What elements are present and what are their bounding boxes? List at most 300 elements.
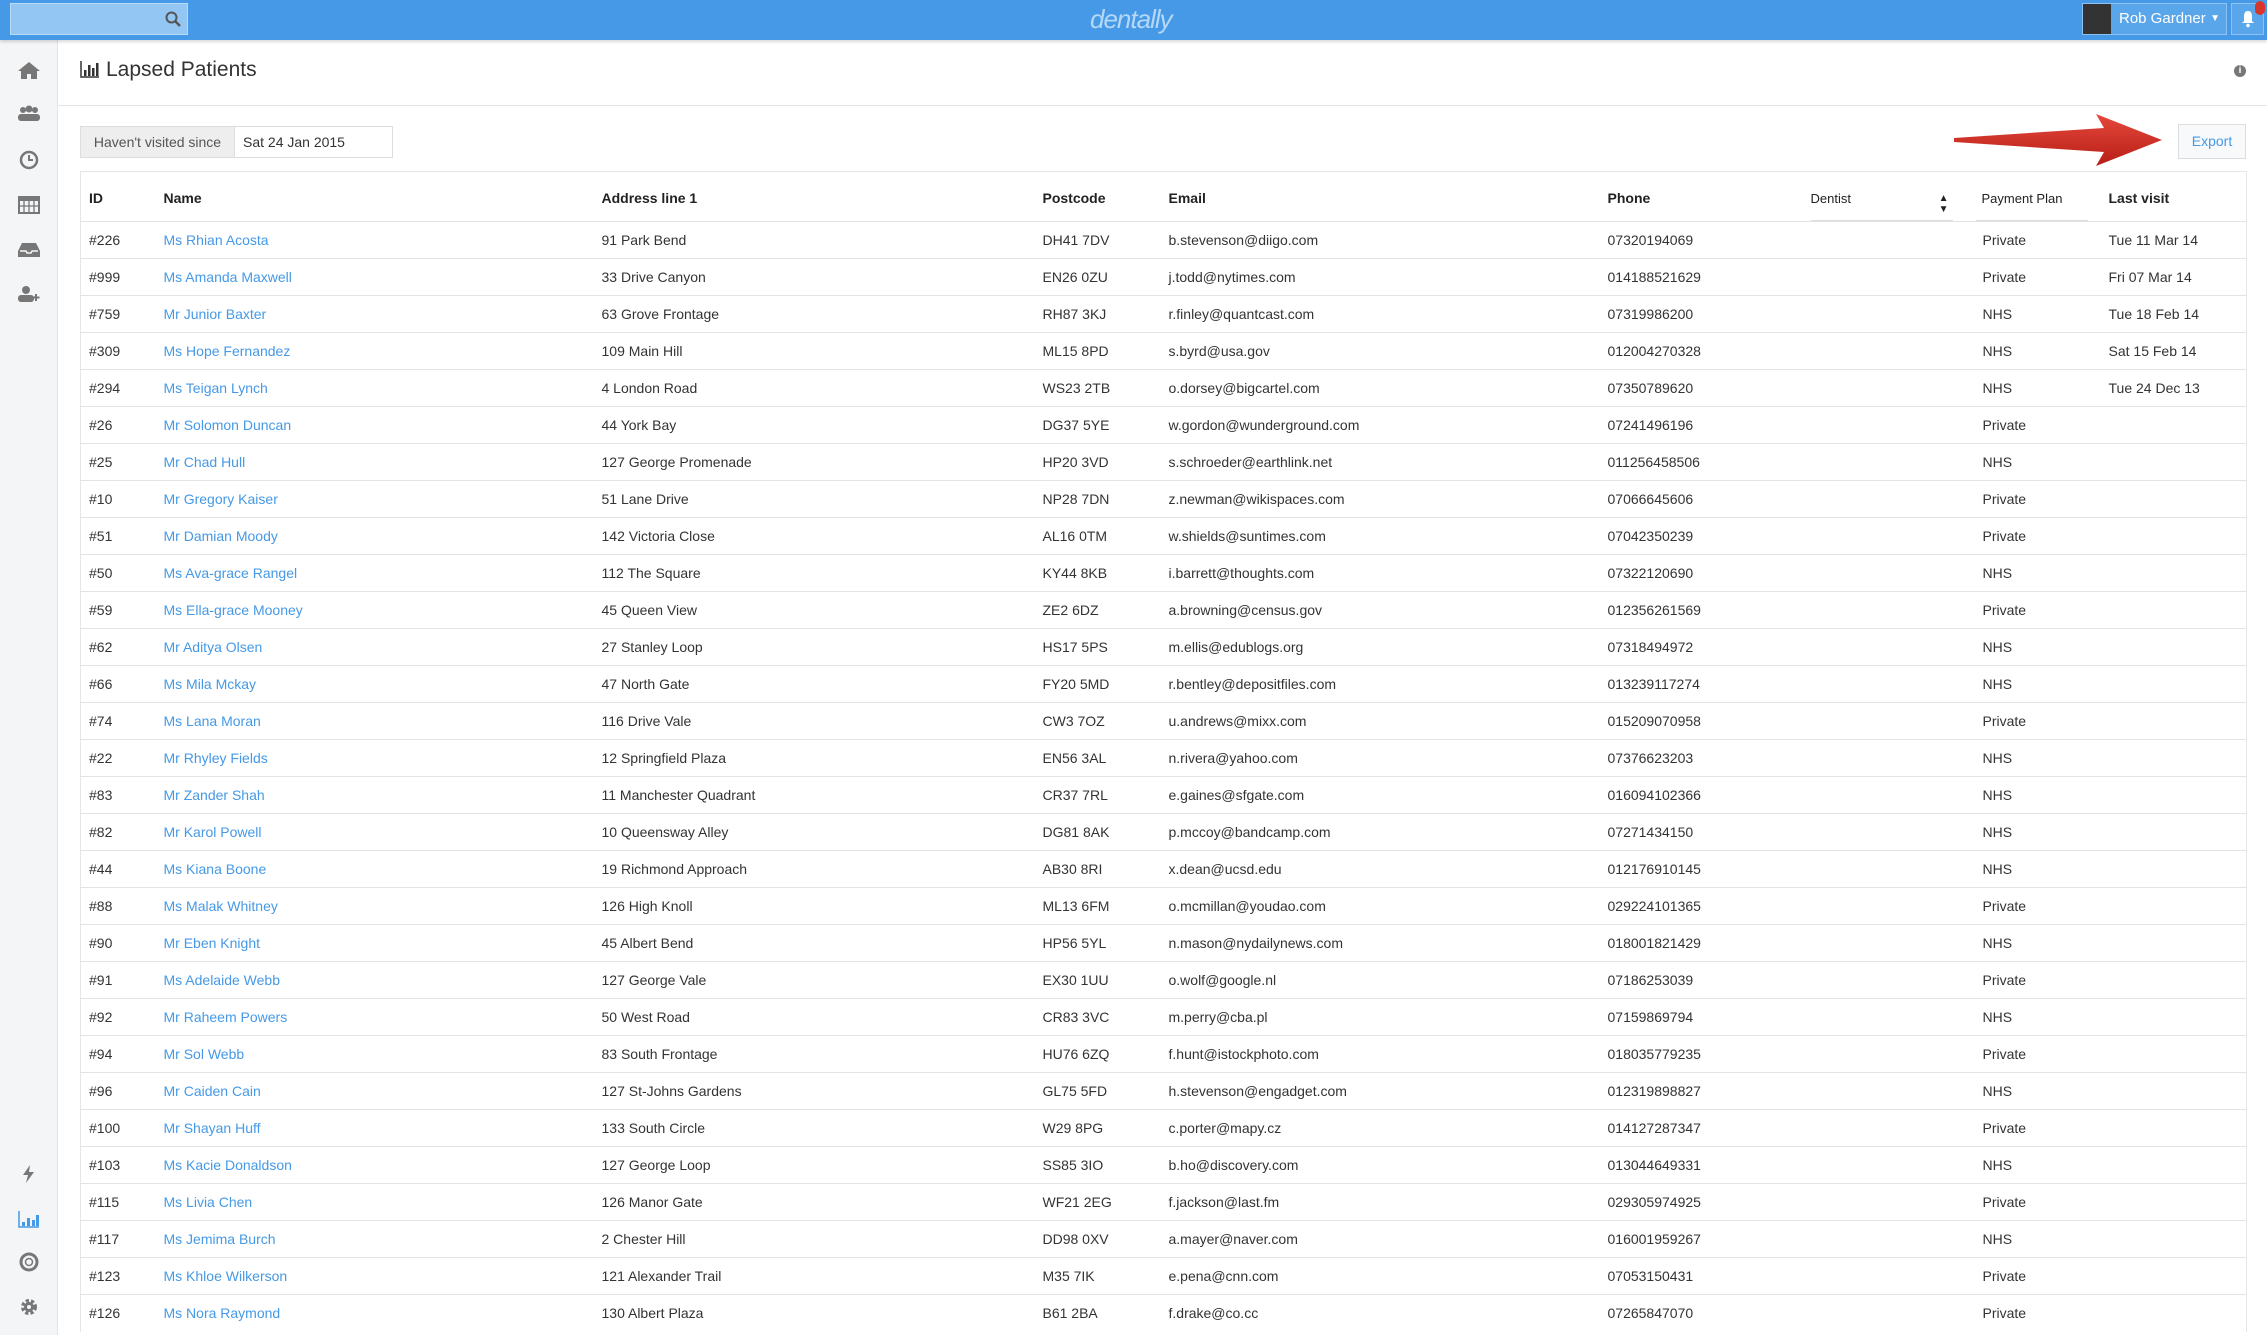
cell-name[interactable]: Ms Ella-grace Mooney <box>156 592 594 629</box>
cell-phone: 07159869794 <box>1600 999 1811 1036</box>
red-arrow-annotation <box>1954 114 2164 166</box>
cell-postcode: EN26 0ZU <box>1035 259 1161 296</box>
cell-postcode: HS17 5PS <box>1035 629 1161 666</box>
search-input[interactable] <box>10 3 188 35</box>
cell-email: m.perry@cba.pl <box>1161 999 1600 1036</box>
cell-email: u.andrews@mixx.com <box>1161 703 1600 740</box>
header-id[interactable]: ID <box>89 190 103 206</box>
cell-email: b.stevenson@diigo.com <box>1161 222 1600 259</box>
cell-email: a.browning@census.gov <box>1161 592 1600 629</box>
cell-last-visit <box>2101 1221 2247 1258</box>
cell-name[interactable]: Mr Aditya Olsen <box>156 629 594 666</box>
cell-address: 45 Albert Bend <box>594 925 1035 962</box>
cell-name[interactable]: Ms Kacie Donaldson <box>156 1147 594 1184</box>
dentist-select[interactable] <box>1811 191 1953 221</box>
cell-address: 133 South Circle <box>594 1110 1035 1147</box>
table-row[interactable] <box>81 703 2247 740</box>
table-row[interactable] <box>81 777 2247 814</box>
cell-postcode: DH41 7DV <box>1035 222 1161 259</box>
cell-name[interactable]: Ms Teigan Lynch <box>156 370 594 407</box>
cell-postcode: EN56 3AL <box>1035 740 1161 777</box>
cell-last-visit <box>2101 1295 2247 1332</box>
cell-id: #83 <box>81 777 156 814</box>
cell-postcode: CR37 7RL <box>1035 777 1161 814</box>
cell-dentist <box>1811 1110 1976 1147</box>
cell-phone: 014188521629 <box>1600 259 1811 296</box>
avatar <box>2083 4 2111 34</box>
cell-phone: 07319986200 <box>1600 296 1811 333</box>
table-row[interactable] <box>81 333 2247 370</box>
cell-name[interactable]: Mr Zander Shah <box>156 777 594 814</box>
cell-phone: 07320194069 <box>1600 222 1811 259</box>
dentist-filter-cell <box>1811 172 1976 222</box>
cell-dentist <box>1811 370 1976 407</box>
cell-address: 12 Springfield Plaza <box>594 740 1035 777</box>
cell-name[interactable]: Mr Damian Moody <box>156 518 594 555</box>
header-address[interactable]: Address line 1 <box>601 190 698 206</box>
cell-postcode: SS85 3IO <box>1035 1147 1161 1184</box>
cell-phone: 07322120690 <box>1600 555 1811 592</box>
info-icon[interactable]: i <box>2234 65 2246 77</box>
cell-postcode: ML15 8PD <box>1035 333 1161 370</box>
cell-address: 130 Albert Plaza <box>594 1295 1035 1332</box>
cell-id: #50 <box>81 555 156 592</box>
table-row[interactable] <box>81 444 2247 481</box>
cell-address: 91 Park Bend <box>594 222 1035 259</box>
cell-name[interactable]: Ms Malak Whitney <box>156 888 594 925</box>
cell-email: b.ho@discovery.com <box>1161 1147 1600 1184</box>
user-menu-button[interactable] <box>2082 3 2227 35</box>
date-input[interactable]: Sat 24 Jan 2015 <box>243 134 345 150</box>
cell-postcode: CR83 3VC <box>1035 999 1161 1036</box>
table-row[interactable] <box>81 1036 2247 1073</box>
cell-id: #66 <box>81 666 156 703</box>
header-name[interactable]: Name <box>163 190 202 206</box>
cell-email: o.dorsey@bigcartel.com <box>1161 370 1600 407</box>
header-last-visit[interactable]: Last visit <box>2108 190 2170 206</box>
cell-postcode: W29 8PG <box>1035 1110 1161 1147</box>
clock-icon[interactable] <box>17 150 41 170</box>
cell-phone: 018035779235 <box>1600 1036 1811 1073</box>
notifications-button[interactable] <box>2231 3 2264 35</box>
cell-dentist <box>1811 444 1976 481</box>
cell-name[interactable]: Ms Amanda Maxwell <box>156 259 594 296</box>
cell-name[interactable]: Mr Caiden Cain <box>156 1073 594 1110</box>
table-row[interactable] <box>81 999 2247 1036</box>
cell-last-visit <box>2101 1073 2247 1110</box>
filter-label: Haven't visited since <box>81 127 235 157</box>
cell-postcode: RH87 3KJ <box>1035 296 1161 333</box>
cell-dentist <box>1811 814 1976 851</box>
cell-address: 44 York Bay <box>594 407 1035 444</box>
cell-payment-plan: NHS <box>1976 629 2101 666</box>
cell-email: f.hunt@istockphoto.com <box>1161 1036 1600 1073</box>
cell-phone: 029305974925 <box>1600 1184 1811 1221</box>
cell-payment-plan: Private <box>1976 518 2101 555</box>
cell-id: #294 <box>81 370 156 407</box>
cell-payment-plan: Private <box>1976 1036 2101 1073</box>
table-row[interactable] <box>81 1295 2247 1332</box>
table-row[interactable] <box>81 666 2247 703</box>
table-row[interactable] <box>81 407 2247 444</box>
lightning-icon[interactable] <box>17 1164 41 1184</box>
search-icon <box>165 11 181 27</box>
cell-dentist <box>1811 518 1976 555</box>
sidebar <box>0 40 58 1335</box>
cell-name[interactable]: Mr Sol Webb <box>156 1036 594 1073</box>
cell-id: #59 <box>81 592 156 629</box>
cell-payment-plan: Private <box>1976 592 2101 629</box>
table-row[interactable] <box>81 888 2247 925</box>
cell-last-visit <box>2101 444 2247 481</box>
cell-last-visit <box>2101 407 2247 444</box>
cell-address: 50 West Road <box>594 999 1035 1036</box>
cell-name[interactable]: Ms Nora Raymond <box>156 1295 594 1332</box>
cell-email: i.barrett@thoughts.com <box>1161 555 1600 592</box>
cell-name[interactable]: Ms Ava-grace Rangel <box>156 555 594 592</box>
cell-phone: 07241496196 <box>1600 407 1811 444</box>
cell-email: s.schroeder@earthlink.net <box>1161 444 1600 481</box>
cell-id: #126 <box>81 1295 156 1332</box>
cell-last-visit <box>2101 555 2247 592</box>
cell-address: 126 High Knoll <box>594 888 1035 925</box>
cell-email: h.stevenson@engadget.com <box>1161 1073 1600 1110</box>
cell-name[interactable]: Mr Solomon Duncan <box>156 407 594 444</box>
cell-phone: 07271434150 <box>1600 814 1811 851</box>
cell-dentist <box>1811 740 1976 777</box>
cell-payment-plan: NHS <box>1976 740 2101 777</box>
table-row[interactable] <box>81 370 2247 407</box>
header-postcode[interactable]: Postcode <box>1042 190 1106 206</box>
cell-phone: 07265847070 <box>1600 1295 1811 1332</box>
cell-dentist <box>1811 407 1976 444</box>
page-title-text: Lapsed Patients <box>106 58 257 81</box>
table-row[interactable] <box>81 592 2247 629</box>
cell-email: w.gordon@wunderground.com <box>1161 407 1600 444</box>
cell-email: f.jackson@last.fm <box>1161 1184 1600 1221</box>
cell-id: #999 <box>81 259 156 296</box>
cell-name[interactable]: Ms Rhian Acosta <box>156 222 594 259</box>
cell-dentist <box>1811 962 1976 999</box>
cell-address: 47 North Gate <box>594 666 1035 703</box>
cell-last-visit <box>2101 518 2247 555</box>
cell-postcode: NP28 7DN <box>1035 481 1161 518</box>
top-navbar <box>0 0 2267 40</box>
cell-phone: 016094102366 <box>1600 777 1811 814</box>
cell-phone: 07066645606 <box>1600 481 1811 518</box>
cell-last-visit <box>2101 962 2247 999</box>
cell-postcode: DG37 5YE <box>1035 407 1161 444</box>
table-row[interactable] <box>81 259 2247 296</box>
cell-postcode: AL16 0TM <box>1035 518 1161 555</box>
table-row[interactable] <box>81 1221 2247 1258</box>
cell-phone: 07042350239 <box>1600 518 1811 555</box>
cell-email: j.todd@nytimes.com <box>1161 259 1600 296</box>
help-lifebuoy-icon[interactable] <box>17 1252 41 1272</box>
table-row[interactable] <box>81 1258 2247 1295</box>
cell-address: 11 Manchester Quadrant <box>594 777 1035 814</box>
cell-payment-plan: NHS <box>1976 1147 2101 1184</box>
cell-address: 83 South Frontage <box>594 1036 1035 1073</box>
cell-postcode: WS23 2TB <box>1035 370 1161 407</box>
table-row[interactable] <box>81 1184 2247 1221</box>
cell-address: 4 London Road <box>594 370 1035 407</box>
cell-postcode: DD98 0XV <box>1035 1221 1161 1258</box>
cell-address: 19 Richmond Approach <box>594 851 1035 888</box>
cell-email: m.ellis@edublogs.org <box>1161 629 1600 666</box>
patients-icon[interactable] <box>17 104 41 124</box>
cell-dentist <box>1811 481 1976 518</box>
table-row[interactable] <box>81 1073 2247 1110</box>
cell-payment-plan: NHS <box>1976 296 2101 333</box>
sort-arrows-icon: ▲ ▼ <box>1938 193 1949 215</box>
cell-last-visit <box>2101 814 2247 851</box>
cell-payment-plan: NHS <box>1976 777 2101 814</box>
cell-postcode: ZE2 6DZ <box>1035 592 1161 629</box>
cell-email: z.newman@wikispaces.com <box>1161 481 1600 518</box>
cell-name[interactable]: Mr Karol Powell <box>156 814 594 851</box>
cell-postcode: HP56 5YL <box>1035 925 1161 962</box>
last-visit-filter <box>80 126 393 158</box>
cell-payment-plan: NHS <box>1976 1073 2101 1110</box>
cell-phone: 014127287347 <box>1600 1110 1811 1147</box>
cell-phone: 015209070958 <box>1600 703 1811 740</box>
cell-dentist <box>1811 1036 1976 1073</box>
settings-gear-icon[interactable] <box>17 1297 41 1317</box>
payment-plan-filter-cell <box>1976 172 2101 222</box>
calendar-icon[interactable] <box>17 194 41 214</box>
cell-address: 121 Alexander Trail <box>594 1258 1035 1295</box>
cell-dentist <box>1811 333 1976 370</box>
cell-postcode: GL75 5FD <box>1035 1073 1161 1110</box>
lapsed-patients-table <box>80 171 2247 1332</box>
header-email[interactable]: Email <box>1168 190 1206 206</box>
table-row[interactable] <box>81 629 2247 666</box>
cell-last-visit <box>2101 999 2247 1036</box>
cell-address: 127 St-Johns Gardens <box>594 1073 1035 1110</box>
cell-email: w.shields@suntimes.com <box>1161 518 1600 555</box>
cell-name[interactable]: Ms Hope Fernandez <box>156 333 594 370</box>
cell-id: #26 <box>81 407 156 444</box>
cell-dentist <box>1811 1295 1976 1332</box>
cell-address: 109 Main Hill <box>594 333 1035 370</box>
cell-payment-plan: NHS <box>1976 555 2101 592</box>
table-row[interactable] <box>81 555 2247 592</box>
cell-phone: 07053150431 <box>1600 1258 1811 1295</box>
cell-last-visit <box>2101 592 2247 629</box>
inbox-icon[interactable] <box>17 239 41 259</box>
dentally-logo[interactable]: dentally <box>1090 4 1172 34</box>
cell-dentist <box>1811 999 1976 1036</box>
cell-last-visit <box>2101 1036 2247 1073</box>
cell-phone: 029224101365 <box>1600 888 1811 925</box>
cell-phone: 011256458506 <box>1600 444 1811 481</box>
cell-name[interactable]: Mr Raheem Powers <box>156 999 594 1036</box>
table-row[interactable] <box>81 814 2247 851</box>
page-title <box>80 58 257 82</box>
cell-phone: 012356261569 <box>1600 592 1811 629</box>
cell-email: f.drake@co.cc <box>1161 1295 1600 1332</box>
cell-address: 51 Lane Drive <box>594 481 1035 518</box>
cell-dentist <box>1811 1073 1976 1110</box>
cell-email: n.rivera@yahoo.com <box>1161 740 1600 777</box>
cell-address: 126 Manor Gate <box>594 1184 1035 1221</box>
table-row[interactable] <box>81 1147 2247 1184</box>
cell-payment-plan: Private <box>1976 259 2101 296</box>
cell-dentist <box>1811 703 1976 740</box>
cell-dentist <box>1811 925 1976 962</box>
cell-id: #123 <box>81 1258 156 1295</box>
cell-phone: 012004270328 <box>1600 333 1811 370</box>
cell-payment-plan: Private <box>1976 703 2101 740</box>
caret-down-icon: ▼ <box>2210 13 2220 24</box>
table-row[interactable] <box>81 518 2247 555</box>
cell-id: #94 <box>81 1036 156 1073</box>
cell-payment-plan: Private <box>1976 1184 2101 1221</box>
cell-email: s.byrd@usa.gov <box>1161 333 1600 370</box>
cell-email: p.mccoy@bandcamp.com <box>1161 814 1600 851</box>
cell-address: 112 The Square <box>594 555 1035 592</box>
cell-dentist <box>1811 222 1976 259</box>
cell-dentist <box>1811 1221 1976 1258</box>
cell-id: #117 <box>81 1221 156 1258</box>
cell-payment-plan: NHS <box>1976 666 2101 703</box>
cell-phone: 012319898827 <box>1600 1073 1811 1110</box>
cell-last-visit: Tue 18 Feb 14 <box>2101 296 2247 333</box>
cell-phone: 016001959267 <box>1600 1221 1811 1258</box>
cell-payment-plan: Private <box>1976 1258 2101 1295</box>
cell-id: #115 <box>81 1184 156 1221</box>
add-patient-icon[interactable] <box>17 284 41 304</box>
cell-address: 127 George Vale <box>594 962 1035 999</box>
cell-name[interactable]: Mr Rhyley Fields <box>156 740 594 777</box>
payment-plan-select[interactable]: Payment Plan <box>1976 191 2088 221</box>
cell-id: #62 <box>81 629 156 666</box>
cell-email: r.bentley@depositfiles.com <box>1161 666 1600 703</box>
cell-name[interactable]: Ms Kiana Boone <box>156 851 594 888</box>
user-name: Rob Gardner <box>2119 10 2206 27</box>
cell-name[interactable]: Mr Junior Baxter <box>156 296 594 333</box>
cell-postcode: HP20 3VD <box>1035 444 1161 481</box>
cell-phone: 013239117274 <box>1600 666 1811 703</box>
cell-name[interactable]: Ms Jemima Burch <box>156 1221 594 1258</box>
cell-email: n.mason@nydailynews.com <box>1161 925 1600 962</box>
cell-dentist <box>1811 777 1976 814</box>
cell-last-visit <box>2101 925 2247 962</box>
table-row[interactable] <box>81 481 2247 518</box>
cell-address: 27 Stanley Loop <box>594 629 1035 666</box>
cell-postcode: WF21 2EG <box>1035 1184 1161 1221</box>
header-phone[interactable]: Phone <box>1607 190 1651 206</box>
cell-dentist <box>1811 1147 1976 1184</box>
cell-id: #25 <box>81 444 156 481</box>
bell-icon <box>2240 10 2256 28</box>
table-row[interactable] <box>81 296 2247 333</box>
cell-postcode: FY20 5MD <box>1035 666 1161 703</box>
cell-name[interactable]: Mr Chad Hull <box>156 444 594 481</box>
cell-email: e.gaines@sfgate.com <box>1161 777 1600 814</box>
cell-id: #96 <box>81 1073 156 1110</box>
cell-phone: 07318494972 <box>1600 629 1811 666</box>
table-row[interactable] <box>81 962 2247 999</box>
table-row[interactable] <box>81 1110 2247 1147</box>
cell-dentist <box>1811 1184 1976 1221</box>
cell-payment-plan: NHS <box>1976 851 2101 888</box>
cell-dentist <box>1811 555 1976 592</box>
cell-postcode: AB30 8RI <box>1035 851 1161 888</box>
table-row[interactable] <box>81 222 2247 259</box>
table-row[interactable] <box>81 740 2247 777</box>
reports-chart-icon[interactable] <box>17 1209 41 1229</box>
cell-email: a.mayer@naver.com <box>1161 1221 1600 1258</box>
cell-email: o.mcmillan@youdao.com <box>1161 888 1600 925</box>
cell-id: #82 <box>81 814 156 851</box>
cell-name[interactable]: Ms Khloe Wilkerson <box>156 1258 594 1295</box>
cell-postcode: CW3 7OZ <box>1035 703 1161 740</box>
cell-email: e.pena@cnn.com <box>1161 1258 1600 1295</box>
cell-address: 142 Victoria Close <box>594 518 1035 555</box>
cell-name[interactable]: Mr Eben Knight <box>156 925 594 962</box>
cell-id: #103 <box>81 1147 156 1184</box>
cell-dentist <box>1811 666 1976 703</box>
cell-last-visit <box>2101 1110 2247 1147</box>
cell-id: #74 <box>81 703 156 740</box>
cell-id: #759 <box>81 296 156 333</box>
home-icon[interactable] <box>17 60 41 80</box>
cell-name[interactable]: Ms Lana Moran <box>156 703 594 740</box>
cell-payment-plan: Private <box>1976 888 2101 925</box>
cell-address: 116 Drive Vale <box>594 703 1035 740</box>
cell-email: c.porter@mapy.cz <box>1161 1110 1600 1147</box>
cell-last-visit <box>2101 740 2247 777</box>
cell-id: #51 <box>81 518 156 555</box>
cell-id: #88 <box>81 888 156 925</box>
table-row[interactable] <box>81 925 2247 962</box>
cell-address: 10 Queensway Alley <box>594 814 1035 851</box>
cell-last-visit <box>2101 777 2247 814</box>
export-button[interactable]: Export <box>2178 124 2246 159</box>
cell-payment-plan: NHS <box>1976 444 2101 481</box>
cell-name[interactable]: Ms Livia Chen <box>156 1184 594 1221</box>
cell-postcode: HU76 6ZQ <box>1035 1036 1161 1073</box>
cell-last-visit: Sat 15 Feb 14 <box>2101 333 2247 370</box>
cell-last-visit <box>2101 703 2247 740</box>
cell-id: #91 <box>81 962 156 999</box>
cell-last-visit <box>2101 1258 2247 1295</box>
cell-address: 127 George Promenade <box>594 444 1035 481</box>
notification-badge <box>2255 1 2265 15</box>
cell-last-visit: Tue 24 Dec 13 <box>2101 370 2247 407</box>
cell-phone: 07186253039 <box>1600 962 1811 999</box>
cell-name[interactable]: Mr Gregory Kaiser <box>156 481 594 518</box>
cell-name[interactable]: Mr Shayan Huff <box>156 1110 594 1147</box>
cell-payment-plan: NHS <box>1976 370 2101 407</box>
table-row[interactable] <box>81 851 2247 888</box>
cell-last-visit <box>2101 1184 2247 1221</box>
cell-address: 63 Grove Frontage <box>594 296 1035 333</box>
cell-payment-plan: NHS <box>1976 999 2101 1036</box>
cell-name[interactable]: Ms Mila Mckay <box>156 666 594 703</box>
cell-payment-plan: Private <box>1976 222 2101 259</box>
cell-last-visit: Fri 07 Mar 14 <box>2101 259 2247 296</box>
cell-payment-plan: Private <box>1976 481 2101 518</box>
cell-dentist <box>1811 851 1976 888</box>
cell-name[interactable]: Ms Adelaide Webb <box>156 962 594 999</box>
cell-id: #309 <box>81 333 156 370</box>
cell-postcode: B61 2BA <box>1035 1295 1161 1332</box>
cell-phone: 012176910145 <box>1600 851 1811 888</box>
cell-id: #44 <box>81 851 156 888</box>
